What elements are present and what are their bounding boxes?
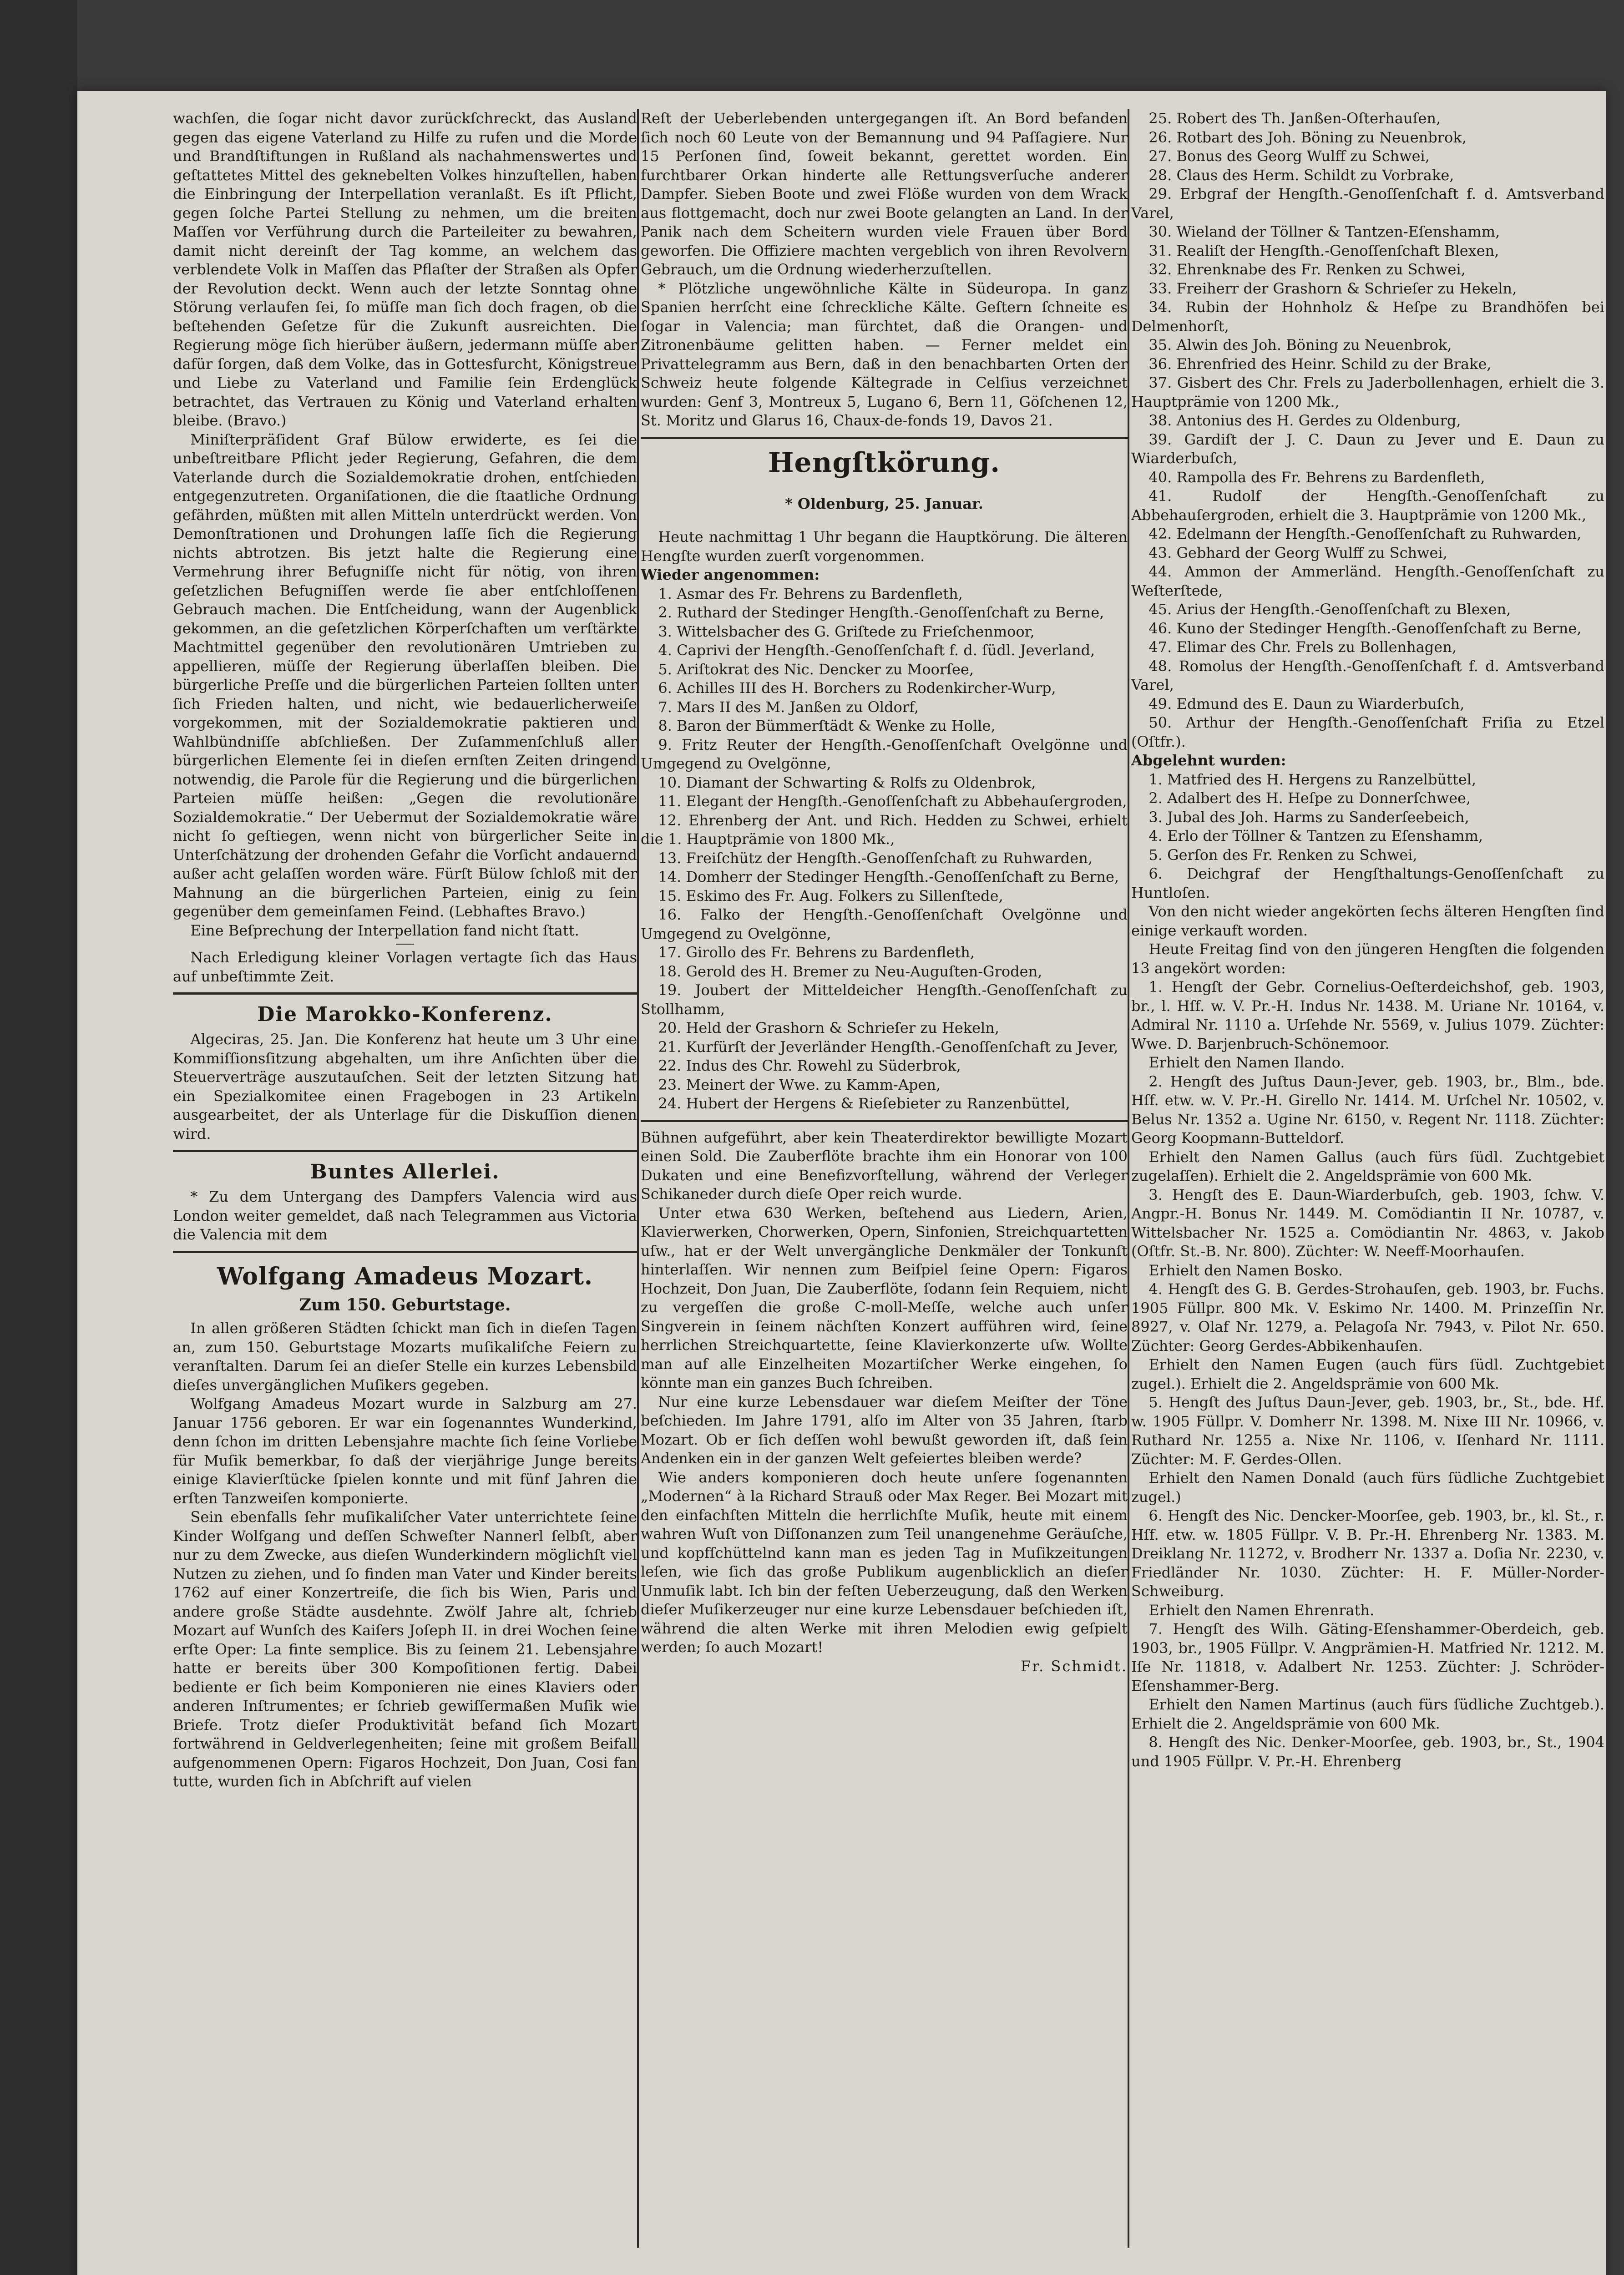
heading-marokko: Die Marokko-Konferenz. (257, 1003, 553, 1026)
dateline: * Oldenburg, 25. Januar. (784, 495, 984, 512)
subheading-mozart: Zum 150. Geburtstage. (299, 1295, 511, 1314)
list-item: 47. Elimar des Chr. Frels zu Bollenhagen, (1148, 638, 1457, 656)
paragraph: In allen größeren Städten ſchickt man ſich in dieſen Tagen an, zum 150. Geburtstage Mozarts muſikaliſche Feiern zu veranſtalten. Darum ſei an dieſer Stelle ein kurzes Lebensbild dieſes unvergänglichen Muſikers gegeben. (173, 1320, 637, 1394)
paragraph: Wolfgang Amadeus Mozart wurde in Salzburg am 27. Januar 1756 geboren. Er war ein ſogenanntes Wunderkind, denn ſchon im dritten Lebensjahre machte ſich ſeine Vorliebe für Muſik bemerkbar, ſo daß der vierjährige Junge bereits einige Klavierſtücke ſpielen konnte und mit fünf Jahren die erſten Tanzweiſen komponierte. (173, 1395, 637, 1507)
paragraph: Wie anders komponieren doch heute unſere ſogenannten „Modernen“ à la Richard Strauß oder Max Reger. Bei Mozart mit den einfachſten Mitteln die herrlichſte Muſik, heute mit einem wahren Wuſt von Diſſonanzen zum Teil unangenehme Geräuſche, und kopfſchüttelnd kann man es jeden Tag in Muſikzeitungen leſen, wie ſich das große Publikum augenblicklich an dieſer Unmuſik labt. Ich bin der feſten Ueberzeugung, daß den Werken dieſer Muſikerzeuger nur eine kurze Lebensdauer beſchieden iſt, während die alten Werke mit ihren Melodien ewig geſpielt werden; ſo auch Mozart! (641, 1468, 1128, 1656)
paragraph: Sein ebenfalls ſehr muſikaliſcher Vater unterrichtete ſeine Kinder Wolfgang und deſſen Schweſter Nannerl ſelbſt, aber nur zu dem Zwecke, aus dieſen Wunderkindern möglichſt viel Nutzen zu ziehen, und ſo finden man Vater und Kinder bereits 1762 auf einer Konzertreiſe, die ſich bis Wien, Paris und andere große Städte ausdehnte. Zwölf Jahre alt, ſchrieb Mozart auf Wunſch des Kaiſers Joſeph II. in drei Wochen ſeine erſte Oper: La finte semplice. Bis zu ſeinem 21. Lebensjahre hatte er bereits über 300 Kompoſitionen fertig. Dabei bediente er ſich beim Komponieren nie eines Klaviers oder anderen Inſtrumentes; er ſchrieb gewiſſermaßen Muſik wie Briefe. Trotz dieſer Produktivität befand ſich Mozart fortwährend in Geldverlegenheiten; ſeine mit großem Beifall aufgenommenen Opern: Figaros Hochzeit, Don Juan, Cosi fan tutte, wurden ſich in Abſchrift auf vielen (173, 1508, 637, 1790)
paragraph: Nach Erledigung kleiner Vorlagen vertagte ſich das Haus auf unbeſtimmte Zeit. (173, 949, 637, 985)
list-item: 20. Held der Grashorn & Schrieſer zu Hekeln, (658, 1019, 1000, 1036)
heading-mozart: Wolfgang Amadeus Mozart. (217, 1262, 593, 1290)
list-item: 48. Romolus der Hengſth.-Genoſſenſchaft f. d. Amtsverband Varel, (1131, 657, 1604, 693)
list-item: 26. Rotbart des Joh. Böning zu Neuenbrok, (1148, 128, 1467, 146)
list-item: 13. Freiſchütz der Hengſth.-Genoſſenſchaft zu Ruhwarden, (658, 849, 1093, 867)
list-item: 1. Matfried des H. Hergens zu Ranzelbüttel, (1148, 770, 1477, 788)
list-item: 23. Meinert der Wwe. zu Kamm-Apen, (658, 1076, 941, 1093)
list-item: 3. Jubal des Joh. Harms zu Sanderſeebeich, (1148, 808, 1469, 826)
list-item: 1. Asmar des Fr. Behrens zu Bardenfleth, (658, 585, 963, 602)
name-note: Erhielt den Namen Ehrenrath. (1148, 1601, 1375, 1619)
list-item: 43. Gebhard der Georg Wulff zu Schwei, (1148, 544, 1447, 561)
list-item: 2. Adalbert des H. Heſpe zu Donnerſchwee, (1148, 789, 1471, 807)
name-note: Erhielt den Namen Martinus (auch fürs ſüdliche Zuchtgeb.). Erhielt die 2. Angeldsprämie von 600 Mk. (1131, 1696, 1604, 1732)
column-rule (1128, 109, 1129, 2248)
subheading-abgelehnt: Abgelehnt wurden: (1131, 752, 1286, 769)
list-item: 25. Robert des Th. Janßen-Oſterhauſen, (1148, 110, 1441, 127)
list-item: 6. Deichgraf der Hengſthaltungs-Genoſſenſchaft zu Huntloſen. (1131, 865, 1604, 901)
list-item: 36. Ehrenfried des Heinr. Schild zu der Brake, (1148, 355, 1492, 373)
list-item: 29. Erbgraf der Hengſth.-Genoſſenſchaft f. d. Amtsverband Varel, (1131, 185, 1604, 222)
list-item: 4. Caprivi der Hengſth.-Genoſſenſchaft f. d. ſüdl. Jeverland, (658, 642, 1095, 659)
short-divider (396, 944, 414, 945)
list-item: 3. Wittelsbacher des G. Griſtede zu Frieſchenmoor, (658, 622, 1035, 640)
list-item: 15. Eskimo des Fr. Aug. Folkers zu Sillenſtede, (658, 887, 1003, 905)
name-note: Erhielt den Namen Gallus (auch fürs ſüdl. Zuchtgebiet zugelaſſen). Erhielt die 2. Angeldsprämie von 600 Mk. (1131, 1148, 1604, 1184)
young-stallion-entry: 2. Hengſt des Juſtus Daun-Jever, geb. 1903, br., Blm., bde. Hſf. etw. w. V. Pr.-H. Girello Nr. 1414. M. Urſchel Nr. 10502, v. Belus Nr. 1352 a. Ugine Nr. 6150, v. Regent Nr. 1118. Züchter: Georg Koopmann-Butteldorf. (1131, 1072, 1604, 1147)
column-left (173, 109, 637, 2239)
paragraph: * Zu dem Untergang des Dampfers Valencia wird aus London weiter gemeldet, daß nach Telegrammen aus Victoria die Valencia mit dem (173, 1188, 637, 1243)
list-item: 41. Rudolf der Hengſth.-Genoſſenſchaft zu Abbehauſergroden, erhielt die 3. Hauptprämie von 1200 Mk., (1131, 487, 1604, 524)
paragraph: Nur eine kurze Lebensdauer war dieſem Meiſter der Töne beſchieden. Im Jahre 1791, alſo im Alter von 35 Jahren, ſtarb Mozart. Ob er ſich deſſen wohl bewußt geworden iſt, daß ſein Andenken ein in der ganzen Welt gefeiertes bleiben werde? (641, 1393, 1128, 1467)
paragraph: Heute Freitag ſind von den jüngeren Hengſten die folgenden 13 angekört worden: (1131, 940, 1604, 977)
list-item: 45. Arius der Hengſth.-Genoſſenſchaft zu Blexen, (1148, 601, 1511, 618)
list-item: 38. Antonius des H. Gerdes zu Oldenburg, (1148, 412, 1461, 429)
list-item: 5. Gerſon des Fr. Renken zu Schwei, (1148, 846, 1417, 864)
name-note: Erhielt den Namen Donald (auch fürs ſüdliche Zuchtgebiet zugel.) (1131, 1469, 1604, 1506)
list-item: 8. Baron der Bümmerſtädt & Wenke zu Holle, (658, 717, 996, 734)
list-item: 33. Freiherr der Grashorn & Schrieſer zu Hekeln, (1148, 279, 1517, 297)
name-note: Erhielt den Namen Ilando. (1148, 1054, 1345, 1071)
list-item: 44. Ammon der Ammerländ. Hengſth.-Genoſſenſchaft zu Weſterſtede, (1131, 563, 1604, 599)
name-note: Erhielt den Namen Bosko. (1148, 1261, 1343, 1279)
scanner-edge (0, 0, 77, 2275)
section-divider (641, 437, 1128, 439)
list-item: 32. Ehrenknabe des Fr. Renken zu Schwei, (1148, 261, 1466, 278)
list-item: 27. Bonus des Georg Wulff zu Schwei, (1148, 147, 1430, 165)
list-item: 6. Achilles III des H. Borchers zu Rodenkircher-Wurp, (658, 679, 1056, 697)
name-note: Erhielt den Namen Eugen (auch fürs ſüdl. Zuchtgebiet zugel.). Erhielt die 2. Angeldsprämie von 600 Mk. (1131, 1356, 1604, 1392)
list-item: 14. Domherr der Stedinger Hengſth.-Genoſſenſchaft zu Berne, (658, 868, 1119, 885)
stallion-list-continued (1131, 109, 1604, 751)
paragraph: * Plötzliche ungewöhnliche Kälte in Südeuropa. In ganz Spanien herrſcht eine ſchreckliche Kälte. Geſtern ſchneite es ſogar in Valencia; man fürchtet, daß die Orangen- und Zitronenbäume gelitten haben. — Ferner meldet ein Privattelegramm aus Bern, daß in den benachbarten Orten der Schweiz heute folgende Kältegrade in Celſius verzeichnet wurden: Genf 3, Montreux 5, Lugano 6, Bern 11, Göſchenen 12, St. Moritz und Glarus 16, Chaux-de-fonds 19, Davos 21. (641, 279, 1128, 429)
list-item: 49. Edmund des E. Daun zu Wiarderbuſch, (1148, 695, 1465, 713)
list-item: 17. Girollo des Fr. Behrens zu Bardenfleth, (658, 944, 975, 961)
list-item: 34. Rubin der Hohnholz & Heſpe zu Brandhöfen bei Delmenhorſt, (1131, 298, 1604, 335)
paragraph: Bühnen aufgeführt, aber kein Theaterdirektor bewilligte Mozart einen Sold. Die Zauberflöte brachte ihm ein Honorar von 100 Dukaten und eine Benefizvorſtellung, während der Verleger Schikaneder durch dieſe Oper reich wurde. (641, 1128, 1128, 1203)
rejected-list (1131, 770, 1604, 903)
list-item: 9. Fritz Reuter der Hengſth.-Genoſſenſchaft Ovelgönne und Umgegend zu Ovelgönne, (641, 736, 1128, 772)
paragraph: Unter etwa 630 Werken, beſtehend aus Liedern, Arien, Klavierwerken, Chorwerken, Opern, Sinfonien, Streichquartetten uſw., hat er der Welt unvergängliche Denkmäler der Tonkunſt hinterlaſſen. Wir nennen zum Beiſpiel ſeine Opern: Figaros Hochzeit, Don Juan, Die Zauberflöte, ſodann ſein Requiem, nicht zu vergeſſen die große C-moll-Meſſe, welche auch unſer Singverein in ſeinem nächſten Konzert aufführen wird, ſeine herrlichen Streichquartette, ſeine Klavierkonzerte uſw. Wollte man auf alle Einzelheiten Mozartiſcher Werke eingehen, ſo könnte man ein ganzes Buch ſchreiben. (641, 1204, 1128, 1391)
list-item: 40. Rampolla des Fr. Behrens zu Bardenfleth, (1148, 468, 1485, 486)
young-stallion-entry: 3. Hengſt des E. Daun-Wiarderbuſch, geb. 1903, ſchw. V. Angpr.-H. Bonus Nr. 1449. M. Comödiantin II Nr. 10787, v. Wittelsbacher Nr. 1525 a. Comödiantin Nr. 4863, v. Jakob (Oſtfr. St.-B. Nr. 800). Züchter: W. Neeff-Moorhauſen. (1131, 1186, 1604, 1260)
young-stallion-entry: 8. Hengſt des Nic. Denker-Moorſee, geb. 1903, br., St., 1904 und 1905 Füllpr. V. Pr.-H. Ehrenberg (1131, 1734, 1604, 1770)
young-stallion-entry: 5. Hengſt des Juſtus Daun-Jever, geb. 1903, br., St., bde. Hf. w. 1905 Füllpr. V. Domherr Nr. 1398. M. Nixe III Nr. 10966, v. Ruthard Nr. 1255 a. Nixe Nr. 1106, v. Iſenhard Nr. 1111. Züchter: M. F. Gerdes-Ollen. (1131, 1394, 1604, 1468)
list-item: 16. Falko der Hengſth.-Genoſſenſchaft Ovelgönne und Umgegend zu Ovelgönne, (641, 906, 1128, 942)
list-item: 28. Claus des Herm. Schildt zu Vorbrake, (1148, 166, 1454, 184)
list-item: 35. Alwin des Joh. Böning zu Neuenbrok, (1148, 336, 1452, 354)
column-middle (641, 109, 1128, 2239)
section-divider (173, 992, 637, 995)
list-item: 31. Realiſt der Hengſth.-Genoſſenſchaft Blexen, (1148, 242, 1499, 259)
column-right (1131, 109, 1604, 2239)
paragraph: Eine Beſprechung der Interpellation fand nicht ſtatt. (190, 921, 579, 939)
list-item: 2. Ruthard der Stedinger Hengſth.-Genoſſenſchaft zu Berne, (658, 604, 1104, 621)
list-item: 12. Ehrenberg der Ant. und Rich. Hedden zu Schwei, erhielt die 1. Hauptprämie von 1800 Mk., (641, 811, 1128, 848)
list-item: 24. Hubert der Hergens & Rieſebieter zu Ranzenbüttel, (658, 1095, 1070, 1112)
paragraph: Von den nicht wieder angekörten ſechs älteren Hengſten ſind einige verkauft worden. (1131, 903, 1604, 939)
list-item: 21. Kurfürſt der Jeverländer Hengſth.-Genoſſenſchaft zu Jever, (658, 1038, 1118, 1056)
young-stallion-entry: 1. Hengſt der Gebr. Cornelius-Oeſterdeichshof, geb. 1903, br., l. Hſf. w. V. Pr.-H. Indus Nr. 1438. M. Uriane Nr. 10164, v. Admiral Nr. 1110 a. Urſehde Nr. 5569, v. Julius 1079. Züchter: Wwe. D. Barjenbruch-Schönemoor. (1131, 978, 1604, 1052)
section-divider (173, 1150, 637, 1152)
subheading-wieder: Wieder angenommen: (641, 566, 820, 583)
list-item: 22. Indus des Chr. Rowehl zu Süderbrok, (658, 1057, 961, 1074)
column-rule (637, 109, 639, 2248)
stallion-list (641, 585, 1128, 1113)
list-item: 7. Mars II des M. Janßen zu Oldorf, (658, 698, 919, 716)
list-item: 30. Wieland der Töllner & Tantzen-Eſenshamm, (1148, 223, 1500, 240)
list-item: 19. Joubert der Mitteldeicher Hengſth.-Genoſſenſchaft zu Stollhamm, (641, 981, 1128, 1018)
paragraph: wachſen, die ſogar nicht davor zurückſchreckt, das Ausland gegen das eigene Vaterland zu Hilfe zu rufen und die Morde und Brandſtiftungen in Rußland als nachahmenswertes und geſtattetes Mittel des geknebelten Volkes hinzuſtellen, haben die Einbringung der Interpellation veranlaßt. Es iſt Pflicht, gegen ſolche Partei Stellung zu nehmen, um die breiten Maſſen vor Verführung durch die Parteileiter zu bewahren, damit nicht dereinſt der Tag komme, an welchem das verblendete Volk in Maſſen das Pflaſter der Straßen als Opfer der Revolution deckt. Wenn auch der letzte Sonntag ohne Störung verlaufen ſei, ſo müſſe man ſich doch fragen, ob die beſtehenden Geſetze für die Zukunft ausreichten. Die Regierung möge ſich hierüber äußern, jedermann müſſe aber dafür ſorgen, daß dem Volke, das in Gottesfurcht, Königstreue und Liebe zu Vaterland und Familie ſein Erdenglück betrachtet, das Vertrauen zu König und Vaterland erhalten bleibe. (Bravo.) (173, 110, 637, 429)
list-item: 4. Erlo der Töllner & Tantzen zu Eſenshamm, (1148, 827, 1483, 844)
list-item: 11. Elegant der Hengſth.-Genoſſenſchaft zu Abbehauſergroden, (658, 793, 1127, 810)
paragraph: Miniſterpräſident Graf Bülow erwiderte, es ſei die unbeſtreitbare Pflicht jeder Regierung, Gefahren, die dem Vaterlande durch die Sozialdemokratie drohen, entſchieden entgegenzutreten. Organiſationen, die die ſtaatliche Ordnung gefährden, müßten mit allen Mitteln unterdrückt werden. Von Demonſtrationen und Drohungen laſſe ſich die Regierung nichts abtrotzen. Bis jetzt halte die Regierung eine Vermehrung ihrer Befugniſſe nicht für nötig, von ihren geſetzlichen Befugniſſen werde ſie aber entſchloſſenen Gebrauch machen. Die Entſcheidung, wann der Augenblick gekommen, an die geſetzlichen Körperſchaften um verſtärkte Machtmittel gegenüber den revolutionären Umtrieben zu appellieren, müſſe der Regierung überlaſſen bleiben. Die bürgerliche Preſſe und die bürgerlichen Parteien ſollten unter ſich Frieden halten, und nicht, wie bedauerlicherweiſe vorgekommen, mit der Sozialdemokratie paktieren und Wahlbündniſſe abſchließen. Der Zuſammenſchluß aller bürgerlichen Elemente ſei in dieſen ernſten Zeiten dringend notwendig, die Parole für die Regierung und die bürgerlichen Parteien müſſe heißen: „Gegen die revolutionäre Sozialdemokratie.“ Der Uebermut der Sozialdemokratie wäre nicht ſo geſtiegen, wenn nicht von bürgerlicher Seite in Unterſchätzung der drohenden Gefahr die Vorſicht andauernd außer acht gelaſſen worden wäre. Fürſt Bülow ſchloß mit der Mahnung an die bürgerlichen Parteien, einig zu ſein gegenüber dem gemeinſamen Feind. (Lebhaftes Bravo.) (173, 430, 637, 920)
list-item: 5. Ariſtokrat des Nic. Dencker zu Moorſee, (658, 660, 974, 678)
paragraph: Reſt der Ueberlebenden untergegangen iſt. An Bord befanden ſich noch 60 Leute von der Bemannung und 94 Paſſagiere. Nur 15 Perſonen ſind, ſoweit bekannt, gerettet worden. Ein furchtbarer Orkan hinderte alle Rettungsverſuche anderer Dampfer. Sieben Boote und zwei Flöße wurden von dem Wrack aus flottgemacht, doch nur zwei Boote gelangten an Land. In der Panik nach dem Scheitern wurden viele Frauen über Bord geworfen. Die Offiziere machten vergeblich von ihren Revolvern Gebrauch, um die Ordnung wiederherzuſtellen. (641, 110, 1128, 278)
list-item: 50. Arthur der Hengſth.-Genoſſenſchaft Friſia zu Etzel (Oſtfr.). (1131, 714, 1604, 750)
list-item: 18. Gerold des H. Bremer zu Neu-Auguſten-Groden, (658, 962, 1042, 980)
paragraph: Algeciras, 25. Jan. Die Konferenz hat heute um 3 Uhr eine Kommiſſionsſitzung abgehalten, um ihre Anſichten über die Steuerverträge auszutauſchen. Seit der letzten Sitzung hat ein Spezialkomitee einen Fragebogen in 23 Artikeln ausgearbeitet, der als Unterlage für die Diskuſſion dienen wird. (173, 1031, 637, 1143)
newspaper-page (77, 91, 1606, 2275)
list-item: 37. Gisbert des Chr. Frels zu Jaderbollenhagen, erhielt die 3. Hauptprämie von 1200 Mk., (1131, 374, 1604, 410)
author-signature: Fr. Schmidt. (1021, 1657, 1128, 1675)
young-stallion-entry: 7. Hengſt des Wilh. Gäting-Eſenshammer-Oberdeich, geb. 1903, br., 1905 Füllpr. V. Angprämien-H. Matfried Nr. 1212. M. Iſe Nr. 11818, v. Adalbert Nr. 1253. Züchter: J. Schröder-Eſenshammer-Berg. (1131, 1620, 1604, 1694)
young-stallion-entry: 6. Hengſt des Nic. Dencker-Moorſee, geb. 1903, br., kl. St., r. Hſf. etw. w. 1805 Füllpr. V. B. Pr.-H. Ehrenberg Nr. 1383. M. Dreiklang Nr. 11272, v. Brodherr Nr. 1337 a. Doſia Nr. 2230, v. Friedländer Nr. 1030. Züchter: H. F. Müller-Norder-Schweiburg. (1131, 1507, 1604, 1600)
list-item: 10. Diamant der Schwarting & Rolfs zu Oldenbrok, (658, 774, 1036, 791)
list-item: 46. Kuno der Stedinger Hengſth.-Genoſſenſchaft zu Berne, (1148, 619, 1582, 637)
section-divider (641, 1120, 1128, 1122)
section-divider (173, 1251, 637, 1253)
list-item: 39. Gardiſt der J. C. Daun zu Jever und E. Daun zu Wiarderbuſch, (1131, 430, 1604, 467)
young-stallion-entry: 4. Hengſt des G. B. Gerdes-Strohauſen, geb. 1903, br. Fuchs. 1905 Füllpr. 800 Mk. V. Eskimo Nr. 1400. M. Prinzeſſin Nr. 8927, v. Olaf Nr. 1279, a. Pelagoſa Nr. 7943, v. Pilot Nr. 650. Züchter: Georg Gerdes-Abbikenhauſen. (1131, 1280, 1604, 1355)
heading-hengstkoerung: Hengſtkörung. (768, 446, 1001, 479)
list-item: 42. Edelmann der Hengſth.-Genoſſenſchaft zu Ruhwarden, (1148, 525, 1582, 542)
heading-buntes: Buntes Allerlei. (310, 1160, 500, 1183)
paragraph: Heute nachmittag 1 Uhr begann die Hauptkörung. Die älteren Hengſte wurden zuerſt vorgenommen. (641, 528, 1128, 565)
